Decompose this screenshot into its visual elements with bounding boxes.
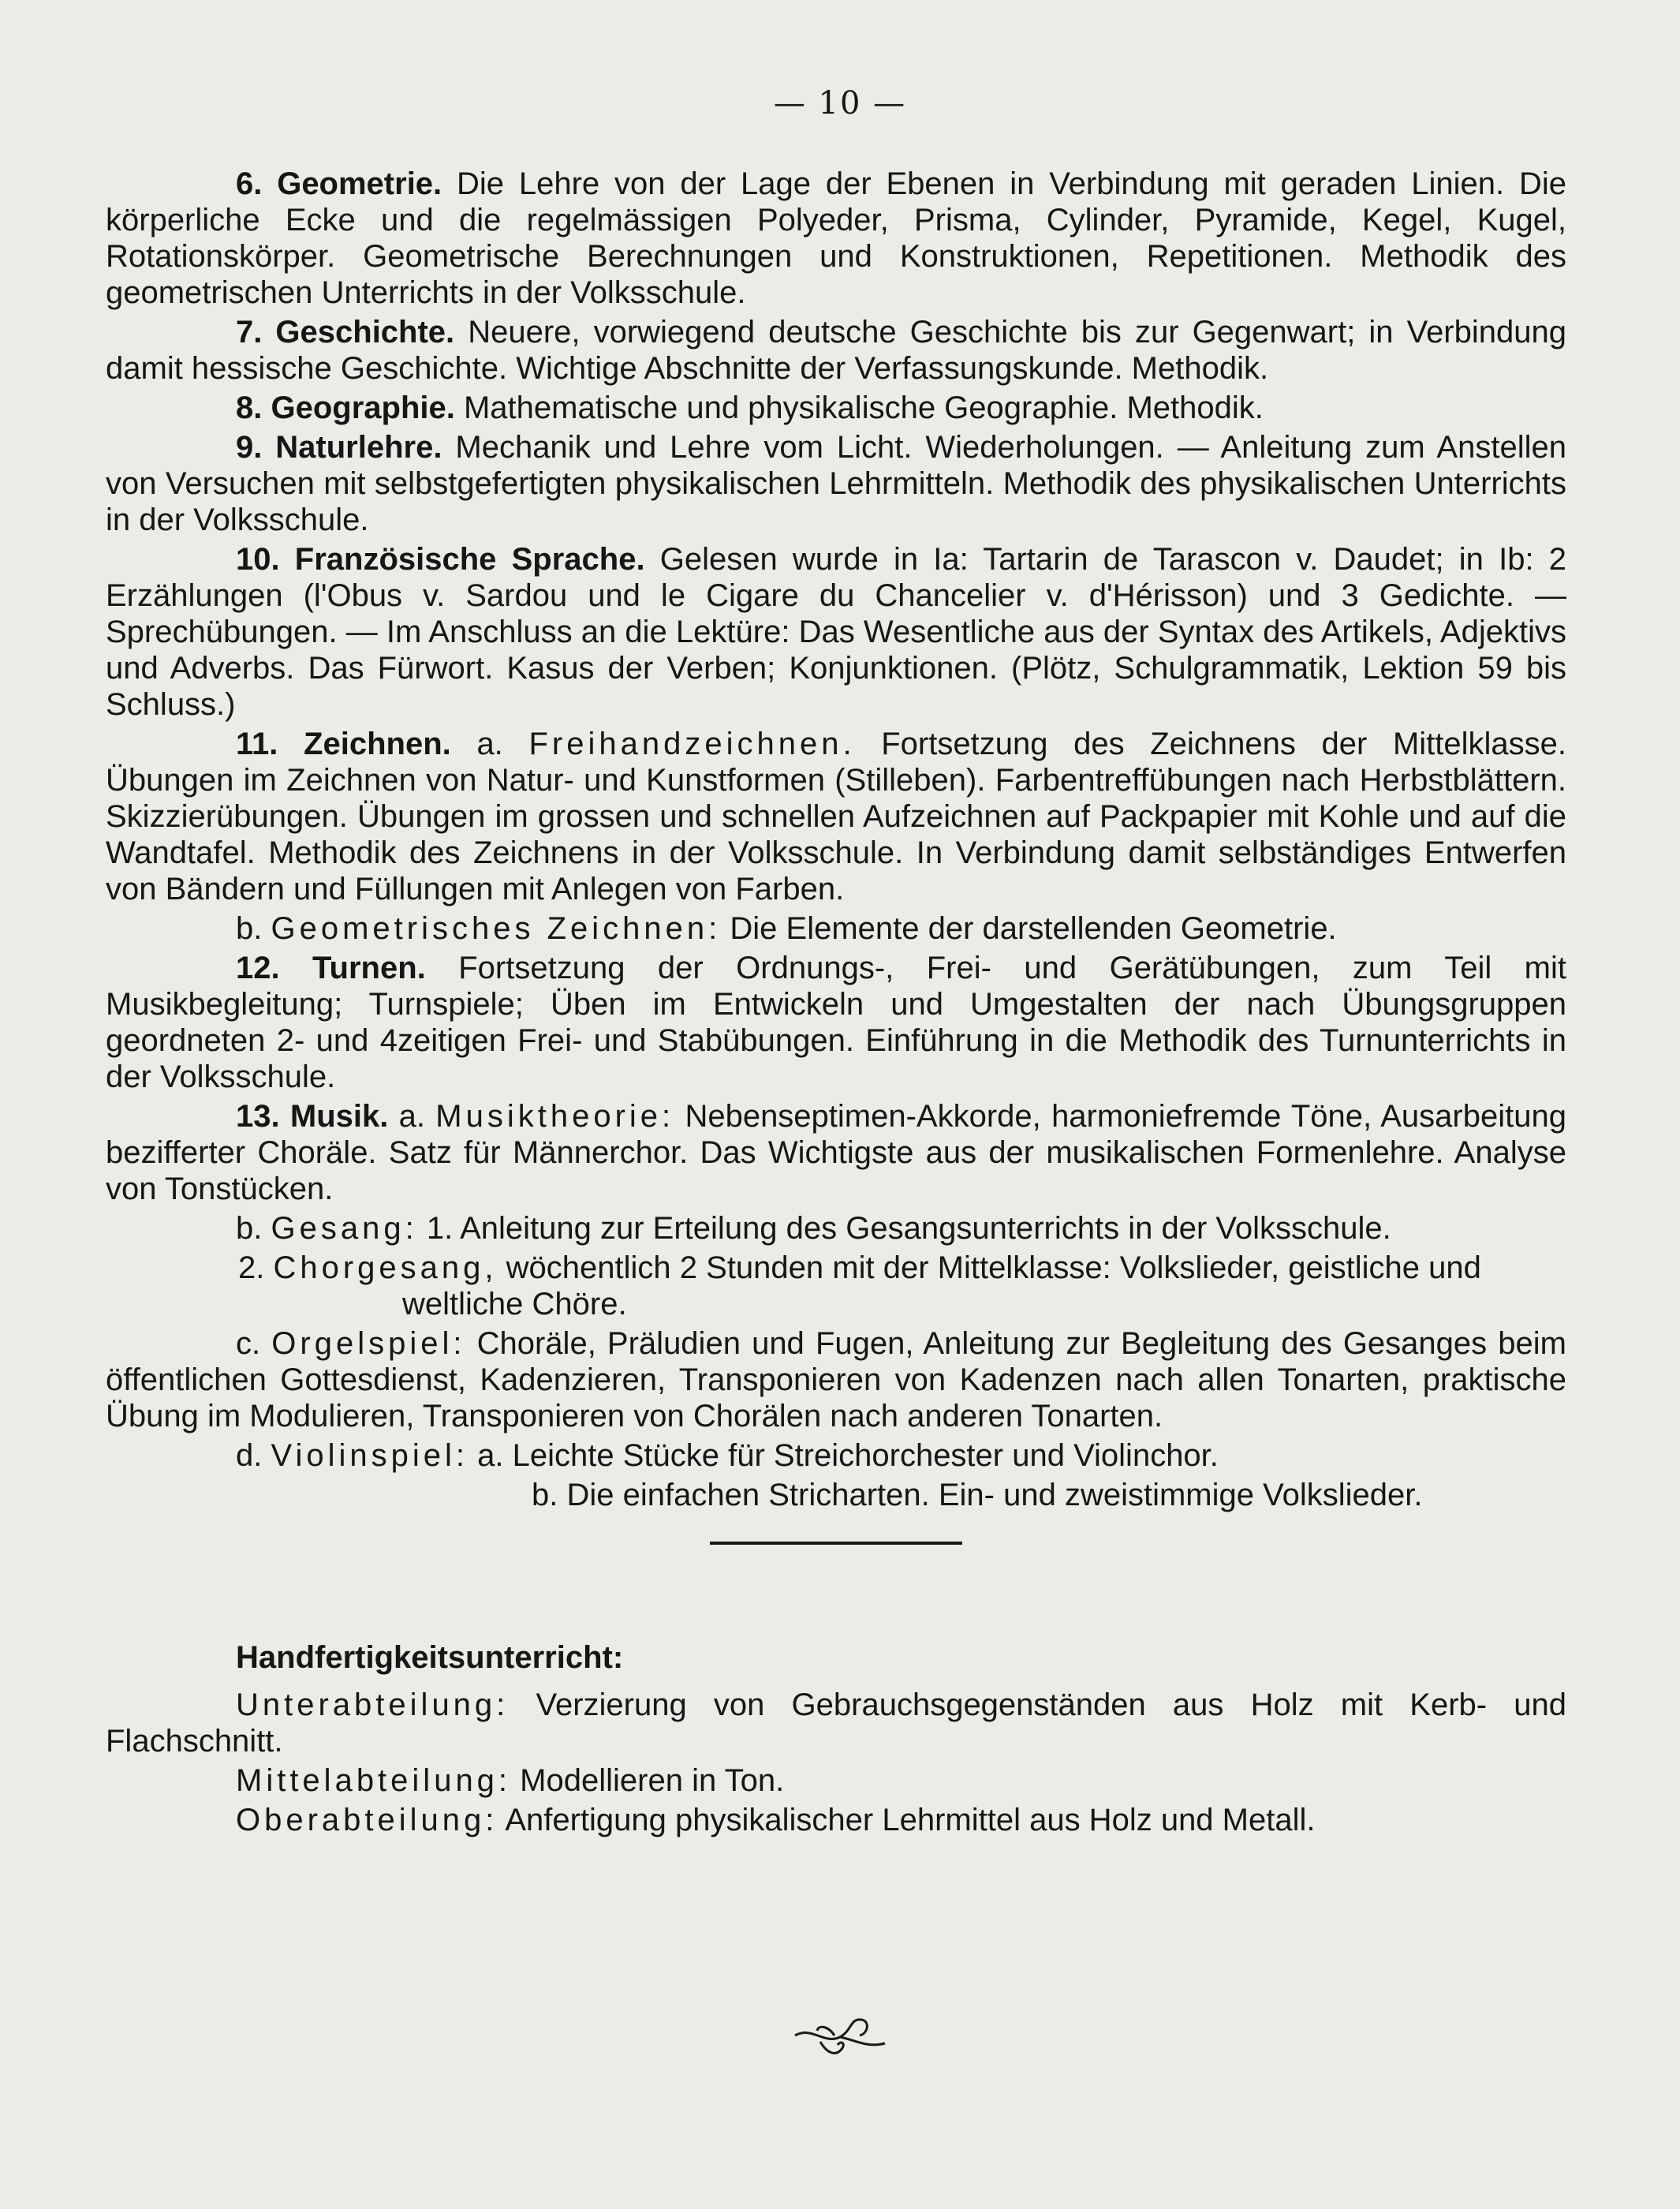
section-musik-c xyxy=(106,1325,1566,1434)
section-geometrie xyxy=(106,166,1566,311)
subitem-label: a. xyxy=(398,1099,425,1134)
subitem-term: Oberabteilung: xyxy=(236,1803,498,1837)
section-turnen xyxy=(106,950,1566,1095)
subitem-label: b. xyxy=(236,1211,263,1246)
page-body xyxy=(106,166,1566,1841)
subitem-text: Anfertigung physikalischer Lehrmittel aus Holz und Metall. xyxy=(505,1803,1316,1837)
subitem-term: Violinspiel: xyxy=(271,1438,469,1473)
section-title: 12. Turnen. xyxy=(236,951,426,985)
subitem-term: Geometrisches Zeichnen: xyxy=(271,911,722,946)
subitem-term: Mittelabteilung: xyxy=(236,1763,512,1798)
ornament-flourish-icon xyxy=(789,2012,891,2067)
subitem-text: Modellieren in Ton. xyxy=(520,1763,785,1798)
section-musik-d xyxy=(106,1437,1566,1474)
subitem-label: a. xyxy=(476,727,503,761)
subitem-term: Musiktheorie: xyxy=(435,1099,675,1134)
subitem-text: Die Elemente der darstellenden Geometrie. xyxy=(730,911,1337,946)
subitem-term: Gesang: xyxy=(271,1211,418,1246)
subitem-term: Orgelspiel: xyxy=(271,1326,466,1361)
section-zeichnen xyxy=(106,726,1566,907)
section-title: 6. Geometrie. xyxy=(236,166,442,201)
section-text: Die Lehre von der Lage der Ebenen in Verbindung mit geraden Linien. Die körperliche Ecke und die regelmässigen Polyeder, Prisma, Cylinder, Pyramide, Kegel, Kugel, Rotationskörper. Geometrische Berechnungen und Konstruktionen, Repetitionen. Methodik des geometrischen Unterrichts in der Volksschule. xyxy=(106,166,1566,310)
section-franzoesisch xyxy=(106,541,1566,723)
subitem-text: Leichte Stücke für Streichorchester und Violinchor. xyxy=(512,1438,1219,1473)
subitem-label: d. xyxy=(236,1438,263,1473)
section-geschichte xyxy=(106,314,1566,387)
section-musik-d-b xyxy=(106,1477,1566,1513)
subitem-number: 1. xyxy=(426,1211,454,1246)
section-geographie xyxy=(106,390,1566,426)
section-title: 8. Geographie. xyxy=(236,391,455,425)
section-title: 13. Musik. xyxy=(236,1099,389,1134)
handfertigkeit-unter xyxy=(106,1687,1566,1759)
handfertigkeit-mittel xyxy=(106,1762,1566,1799)
subitem-label: b. xyxy=(236,911,263,946)
handfertigkeit-ober xyxy=(106,1802,1566,1838)
subitem-number: 2. xyxy=(238,1250,265,1285)
subitem-text: Nebenseptimen-Akkorde, harmoniefremde Töne, Ausarbeitung bezifferter Choräle. Satz für Männerchor. Das Wichtigste aus der musikalischen Formenlehre. Analyse von Tonstücken. xyxy=(106,1099,1566,1206)
section-text: Fortsetzung der Ordnungs-, Frei- und Gerätübungen, zum Teil mit Musikbegleitung; Turnspiele; Üben im Entwickeln und Umgestalten der nach Übungsgruppen geordneten 2- und 4zeitigen Frei- und Stabübungen. Einführung in die Methodik des Turnunterrichts in der Volksschule. xyxy=(106,951,1567,1094)
section-title: 11. Zeichnen. xyxy=(236,727,451,761)
section-naturlehre xyxy=(106,429,1566,538)
subitem-number: a. xyxy=(477,1438,504,1473)
section-title: 10. Französische Sprache. xyxy=(236,542,645,577)
subitem-text: Fortsetzung des Zeichnens der Mittelklasse. Übungen im Zeichnen von Natur- und Kunstformen (Stilleben). Farbentreffübungen nach Herbstblättern. Skizzierübungen. Übungen im grossen und schnellen Aufzeichnen auf Packpapier mit Kohle und auf die Wandtafel. Methodik des Zeichnens in der Volksschule. In Verbindung damit selbständiges Entwerfen von Bändern und Füllungen mit Anlegen von Farben. xyxy=(106,727,1567,906)
section-musik xyxy=(106,1098,1566,1207)
subitem-text: wöchentlich 2 Stunden mit der Mittelklasse: Volkslieder, geistliche und weltliche Chöre. xyxy=(402,1250,1481,1321)
subitem-term: Chorgesang, xyxy=(273,1250,498,1285)
section-divider xyxy=(710,1542,962,1545)
section-title: 9. Naturlehre. xyxy=(236,430,442,465)
subitem-text: Die einfachen Stricharten. Ein- und zweistimmige Volkslieder. xyxy=(566,1478,1423,1512)
page-number: — 10 — xyxy=(773,85,907,121)
subitem-term: Unterabteilung: xyxy=(236,1688,510,1722)
subitem-term: Freihandzeichnen. xyxy=(528,727,856,761)
subitem-number: b. xyxy=(532,1478,558,1512)
subitem-text: Anleitung zur Erteilung des Gesangsunterrichts in der Volksschule. xyxy=(460,1211,1391,1246)
section-text: Neuere, vorwiegend deutsche Geschichte bis zur Gegenwart; in Verbindung damit hessische Geschichte. Wichtige Abschnitte der Verfassungskunde. Methodik. xyxy=(106,315,1566,386)
section-text: Mechanik und Lehre vom Licht. Wiederholungen. — Anleitung zum Anstellen von Versuchen mit selbstgefertigten physikalischen Lehrmitteln. Methodik des physikalischen Unterrichts in der Volksschule. xyxy=(106,430,1566,537)
section-musik-b2 xyxy=(106,1250,1566,1322)
section-title: 7. Geschichte. xyxy=(236,315,455,349)
section-text: Gelesen wurde in Ia: Tartarin de Tarascon v. Daudet; in Ib: 2 Erzählungen (l'Obus v. Sardou und le Cigare du Chancelier v. d'Hérisson) und 3 Gedichte. — Sprechübungen. — Im Anschluss an die Lektüre: Das Wesentliche aus der Syntax des Artikels, Adjektivs und Adverbs. Das Fürwort. Kasus der Verben; Konjunktionen. (Plötz, Schulgrammatik, Lektion 59 bis Schluss.) xyxy=(106,542,1566,722)
subitem-label: c. xyxy=(236,1326,261,1361)
section-zeichnen-b xyxy=(106,910,1566,947)
subitem-text: Choräle, Präludien und Fugen, Anleitung zur Begleitung des Gesanges beim öffentlichen Gottesdienst, Kadenzieren, Transponieren von Kadenzen nach allen Tonarten, praktische Übung im Modulieren, Transponieren von Chorälen nach anderen Tonarten. xyxy=(106,1326,1566,1433)
subitem-text: Verzierung von Gebrauchsgegenständen aus Holz mit Kerb- und Flachschnitt. xyxy=(106,1688,1566,1759)
section-text: Mathematische und physikalische Geographie. Methodik. xyxy=(463,391,1264,425)
section-musik-b1 xyxy=(106,1210,1566,1247)
handfertigkeit-heading: Handfertigkeitsunterricht: xyxy=(236,1640,624,1675)
